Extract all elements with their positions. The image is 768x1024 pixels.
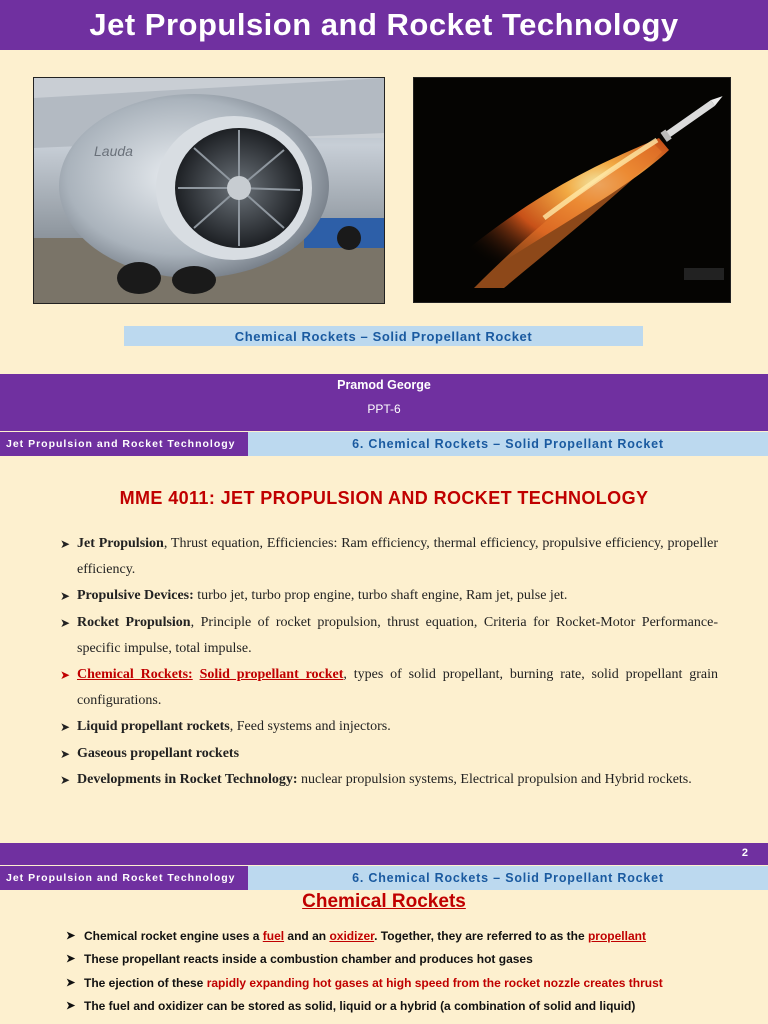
list-item-highlighted: ➤ Chemical Rockets: Solid propellant rocket, types of solid propellant, burning rate, solid propellant grain configurations. — [60, 662, 718, 714]
chemical-rockets-title: Chemical Rockets — [302, 891, 466, 912]
course-title: MME 4011: JET PROPULSION AND ROCKET TECHNOLOGY — [119, 488, 649, 508]
header-topic: 6. Chemical Rockets – Solid Propellant Rocket — [248, 432, 768, 456]
list-item: ➤ Propulsive Devices: turbo jet, turbo prop engine, turbo shaft engine, Ram jet, pulse jet. — [60, 583, 718, 609]
arrowhead-bullet-icon: ➤ — [66, 999, 76, 1012]
page-number: 2 — [741, 847, 748, 859]
slide-subtitle: Chemical Rockets – Solid Propellant Rocket — [124, 326, 643, 346]
arrowhead-bullet-icon: ➤ — [60, 668, 71, 683]
list-item: ➤ These propellant reacts inside a combustion chamber and produces hot gases — [66, 948, 756, 971]
photo-jet-lettering: Lauda — [94, 143, 133, 159]
arrowhead-bullet-icon: ➤ — [60, 720, 71, 735]
header-course-title: Jet Propulsion and Rocket Technology — [0, 432, 248, 456]
arrowhead-bullet-icon: ➤ — [60, 537, 71, 551]
list-item: ➤ The fuel and oxidizer can be stored as solid, liquid or a hybrid (a combination of solid and liquid) — [66, 995, 756, 1018]
list-item: ➤ Developments in Rocket Technology: nuclear propulsion systems, Electrical propulsion and Hybrid rockets. — [60, 767, 718, 793]
list-item: ➤ Liquid propellant rockets, Feed systems and injectors. — [60, 714, 718, 740]
page-number-bar — [0, 843, 768, 865]
list-item: ➤ Rocket Propulsion, Principle of rocket propulsion, thrust equation, Criteria for Rocket-Motor Performance-specific impulse, total impulse. — [60, 610, 718, 662]
arrowhead-bullet-icon: ➤ — [60, 746, 71, 761]
arrowhead-bullet-icon: ➤ — [66, 930, 76, 942]
jet-engine-photo — [33, 77, 385, 304]
list-item: ➤ Gaseous propellant rockets — [60, 741, 718, 767]
rocket-plume-illustration — [414, 78, 730, 302]
list-item: ➤ The ejection of these rapidly expanding hot gases at high speed from the rocket nozzle creates thrust — [66, 972, 756, 995]
presentation-number: PPT-6 — [367, 402, 401, 416]
slide-title-bar — [0, 0, 768, 50]
arrowhead-bullet-icon: ➤ — [66, 976, 76, 989]
jet-engine-illustration — [34, 78, 384, 303]
author-band — [0, 374, 768, 431]
syllabus-list — [60, 531, 718, 793]
arrowhead-bullet-icon: ➤ — [60, 615, 71, 630]
arrowhead-bullet-icon: ➤ — [60, 589, 71, 604]
arrowhead-bullet-icon: ➤ — [60, 772, 71, 787]
rocket-launch-photo — [413, 77, 731, 303]
list-item: ➤ Jet Propulsion, Thrust equation, Efficiencies: Ram efficiency, thermal efficiency, propulsive efficiency, propeller efficiency. — [60, 531, 718, 583]
list-item: ➤ Chemical rocket engine uses a fuel and an oxidizer. Together, they are referred to as the propellant — [66, 925, 756, 948]
chemical-rockets-list — [66, 925, 756, 1018]
author-name: Pramod George — [337, 378, 431, 392]
header-topic: 6. Chemical Rockets – Solid Propellant Rocket — [248, 866, 768, 890]
slide-title: Jet Propulsion and Rocket Technology — [89, 7, 679, 42]
header-course-title: Jet Propulsion and Rocket Technology — [0, 866, 248, 890]
arrowhead-bullet-icon: ➤ — [66, 953, 76, 966]
